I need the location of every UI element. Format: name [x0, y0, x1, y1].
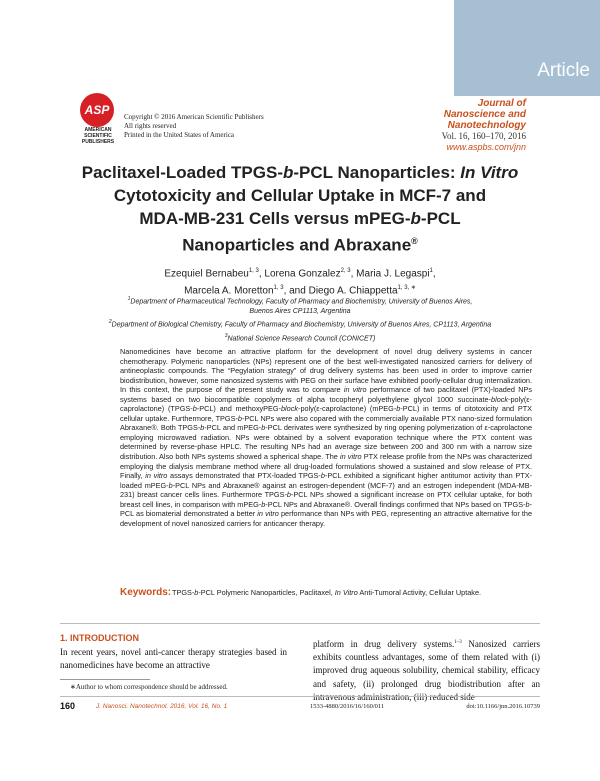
issn: 1533-4880/2016/16/160/011 [310, 703, 385, 710]
logo-circle: ASP [80, 93, 114, 127]
keywords-label: Keywords: [120, 587, 172, 598]
author-list: Ezequiel Bernabeu$^{1, 3}$, Lorena Gonzalez$^{2, 3}$, Maria J. Legaspi$^1$, Marcela A. Moretton$^{1, 3}$, and Diego A. Chiappetta$^{1, 3, ∗}$ [164, 268, 436, 297]
article-tab [454, 0, 600, 96]
publisher-logo [74, 93, 122, 155]
affiliations: $^1$Department of Pharmaceutical Technology, Faculty of Pharmacy and Biochemistry, University of Buenos Aires, Buenos Aires CP1113, Argentina $^2$Department of Biological Chemistry, Faculty of Pharmacy and Biochemistry, University of Buenos Aires, CP1113, Argentina $^3$National Science Research Council (CONICET) [108, 296, 492, 342]
journal-volume: Vol. 16, 160–170, 2016 [441, 131, 526, 141]
paper-title: Paclitaxel-Loaded TPGS-b-PCL Nanoparticles: In Vitro Cytotoxicity and Cellular Uptake in MCF-7 and MDA-MB-231 Cells versus mPEG-b-PCL Nanoparticles and Abraxane® [81, 163, 519, 255]
logo-wordmark: AMERICAN SCIENTIFIC PUBLISHERS [81, 127, 115, 145]
body-text-left: In recent years, novel anti-cancer therapy strategies based in nanomedicines have become an attractive [60, 647, 287, 670]
divider [60, 623, 540, 624]
abstract: Nanomedicines have become an attractive platform for the development of novel drug delivery systems in cancer chemotherapy. Polymeric nanoparticles (NPs) represent one of the best well-investigated nanosized carriers for delivery of antineoplastic compounds. The “Pegylation strategy” of drug delivery systems has been used in order to improve carrier biodistribution, however, some nanosized systems with PEG on their surface have exhibited poorly-cellular drug internalization. In this context, the purpose of the present study was to compare in vitro performance of two paclitaxel (PTX)-loaded NPs systems based on two biocompatible copolymers of alpha tocopheryl polyethylene glycol 1000 succinate-block-poly(ε-caprolactone) (TPGS-b-PCL) and methoxyPEG-block-poly(ε-caprolactone) (mPEG-b-PCL) in terms of citotoxicity and PTX cellular uptake. Furthermore, TPGS-b-PCL NPs were also copared with the commercially available PTX nano-sized formulation Abraxane®. Both TPGS-b-PCL and mPEG-b-PCL derivates were synthesized by ring opening polymerization of ε-caprolactone employing microwaved radiation. NPs were obtained by a solvent evaporation technique where the PTX content was determined by reverse-phase HPLC. The resulting NPs had an average size between 200 and 300 nm with a narrow size distribution. Also both NPs systems showed a spherical shape. The in vitro PTX release profile from the NPs was characterized employing the dialysis membrane method where all drug-loaded formulations showed a sustained and slow release of PTX. Finally, in vitro assays demonstrated that PTX-loaded TPGS-b-PCL exhibited a significant higher antitumor activity than PTX-loaded mPEG-b-PCL NPs and Abraxane® against an estrogen-dependent (MCF-7) and an estrogen independent (MDA-MB-231) breast cancer cells lines. Furthermore TPGS-b-PCL NPs showed a significant increase on PTX cellular uptake, for both breast cell lines, in comparison with mPEG-b-PCL NPs and Abraxane®. Overall findings confirmed that NPs based on TPGS-b-PCL as biomaterial demonstrated a better in vitro performance than NPs with PEG, representing an attractive alternative for the development of novel nanosized carriers for anticancer therapy. [120, 347, 533, 528]
doi[interactable]: doi:10.1166/jnn.2016.10739 [466, 703, 540, 710]
keywords-list: TPGS-b-PCL Polymeric Nanoparticles, Paclitaxel, In Vitro Anti-Tumoral Activity, Cellular Uptake. [172, 588, 482, 597]
page-number: 160 [60, 701, 76, 711]
author-name: Diego A. Chiappetta [308, 285, 398, 297]
section-heading: 1. INTRODUCTION [60, 633, 140, 643]
journal-name: Journal of Nanoscience and Nanotechnology [443, 98, 526, 131]
journal-url[interactable]: www.aspbs.com/jnn [446, 142, 526, 152]
running-citation: J. Nanosci. Nanotechnol. 2016, Vol. 16, No. 1 [96, 703, 228, 710]
copyright-block: Copyright © 2016 American Scientific Publishers All rights reserved Printed in the United States of America [124, 113, 264, 139]
author-name: Ezequiel Bernabeu [164, 268, 249, 280]
journal-info [380, 98, 526, 153]
author-name: Maria J. Legaspi [356, 268, 430, 280]
footnote: ∗Author to whom correspondence should be addressed. [70, 683, 228, 691]
author-name: Lorena Gonzalez [264, 268, 341, 280]
body-text-right: platform in drug delivery systems.$^{1-3}$ Nanosized carriers exhibits countless advantages, some of them related with (i) improved drug aqueous solubility, chemical stability, efficacy and safety, (ii) prolonged drug biodistribution after an [313, 639, 540, 689]
footnote-divider [60, 679, 150, 680]
divider [60, 696, 540, 697]
article-label: Article [537, 60, 590, 81]
author-name: Marcela A. Moretton [184, 285, 274, 297]
keywords [120, 588, 532, 598]
